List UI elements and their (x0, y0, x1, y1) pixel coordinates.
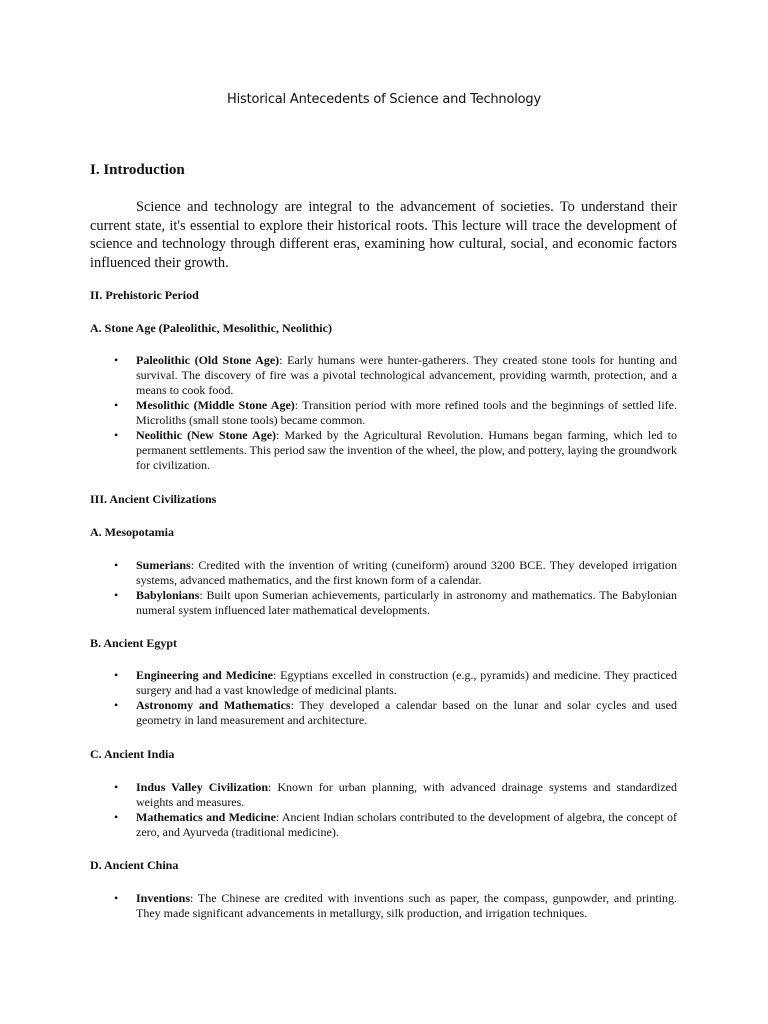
subheading-mesopotamia: A. Mesopotamia (90, 525, 174, 539)
stone-age-list (90, 353, 677, 473)
section-heading-ancient-civilizations: III. Ancient Civilizations (90, 492, 217, 506)
list-item-text: : They developed a calendar based on the lunar and solar cycles and used geometry in land measurement and architecture. (136, 698, 677, 727)
bullet-icon: • (114, 398, 119, 412)
list-item-term: Mesolithic (Middle Stone Age) (136, 398, 295, 412)
list-item (90, 668, 677, 698)
list-item-text: : Marked by the Agricultural Revolution. Humans began farming, which led to permanent settlements. This period saw the invention of the wheel, the plow, and pottery, laying the groundwork for civilization. (136, 428, 678, 472)
china-list (90, 891, 677, 921)
section-heading-prehistoric: II. Prehistoric Period (90, 288, 199, 302)
list-item-text: : Early humans were hunter-gatherers. They created stone tools for hunting and survival. The discovery of fire was a pivotal technological advancement, providing warmth, protection, and a means to cook food. (136, 353, 677, 397)
list-item (90, 558, 677, 588)
document-title: Historical Antecedents of Science and Technology (227, 92, 541, 107)
bullet-icon: • (114, 588, 119, 602)
list-item-term: Sumerians (136, 558, 191, 572)
list-item-term: Neolithic (New Stone Age) (136, 428, 277, 442)
list-item (90, 810, 677, 840)
list-item (90, 698, 677, 728)
list-item (90, 398, 677, 428)
list-item-term: Babylonians (136, 588, 200, 602)
subheading-ancient-egypt: B. Ancient Egypt (90, 636, 178, 650)
bullet-icon: • (114, 891, 119, 905)
list-item-text: : Ancient Indian scholars contributed to the development of algebra, the concept of zero, and Ayurveda (traditional medicine). (136, 810, 677, 839)
bullet-icon: • (114, 810, 119, 824)
bullet-icon: • (114, 353, 119, 367)
bullet-icon: • (114, 668, 119, 682)
subheading-ancient-india: C. Ancient India (90, 747, 175, 761)
list-item (90, 353, 677, 398)
list-item-text: : Known for urban planning, with advanced drainage systems and standardized weights and measures. (136, 780, 677, 809)
subheading-stone-age: A. Stone Age (Paleolithic, Mesolithic, Neolithic) (90, 321, 332, 335)
list-item (90, 780, 677, 810)
bullet-icon: • (114, 428, 119, 442)
mesopotamia-list (90, 558, 677, 618)
subheading-ancient-china: D. Ancient China (90, 858, 179, 872)
section-heading-introduction: I. Introduction (90, 162, 185, 178)
list-item-term: Indus Valley Civilization (136, 780, 269, 794)
egypt-list (90, 668, 677, 728)
list-item-text: : The Chinese are credited with inventions such as paper, the compass, gunpowder, and printing. They made significant advancements in metallurgy, silk production, and irrigation techniques. (136, 891, 677, 920)
list-item-term: Inventions (136, 891, 191, 905)
list-item-text: : Egyptians excelled in construction (e.g., pyramids) and medicine. They practiced surgery and had a vast knowledge of medicinal plants. (136, 668, 677, 697)
bullet-icon: • (114, 698, 119, 712)
list-item-text: : Transition period with more refined tools and the beginnings of settled life. Microliths (small stone tools) became common. (136, 398, 677, 427)
list-item-term: Astronomy and Mathematics (136, 698, 291, 712)
list-item-text: : Built upon Sumerian achievements, particularly in astronomy and mathematics. The Babylonian numeral system influenced later mathematical developments. (136, 588, 677, 617)
bullet-icon: • (114, 558, 119, 572)
india-list (90, 780, 677, 840)
list-item (90, 428, 677, 473)
list-item-term: Engineering and Medicine (136, 668, 274, 682)
list-item-term: Paleolithic (Old Stone Age) (136, 353, 280, 367)
list-item (90, 588, 677, 618)
bullet-icon: • (114, 780, 119, 794)
list-item (90, 891, 677, 921)
list-item-term: Mathematics and Medicine (136, 810, 276, 824)
intro-paragraph: Science and technology are integral to the advancement of societies. To understand their current state, it's essential to explore their historical roots. This lecture will trace the development of science and technology through different eras, examining how cultural, social, and economic factors influenced their growth. (90, 199, 677, 271)
list-item-text: : Credited with the invention of writing (cuneiform) around 3200 BCE. They developed irrigation systems, advanced mathematics, and the first known form of a calendar. (136, 558, 677, 587)
